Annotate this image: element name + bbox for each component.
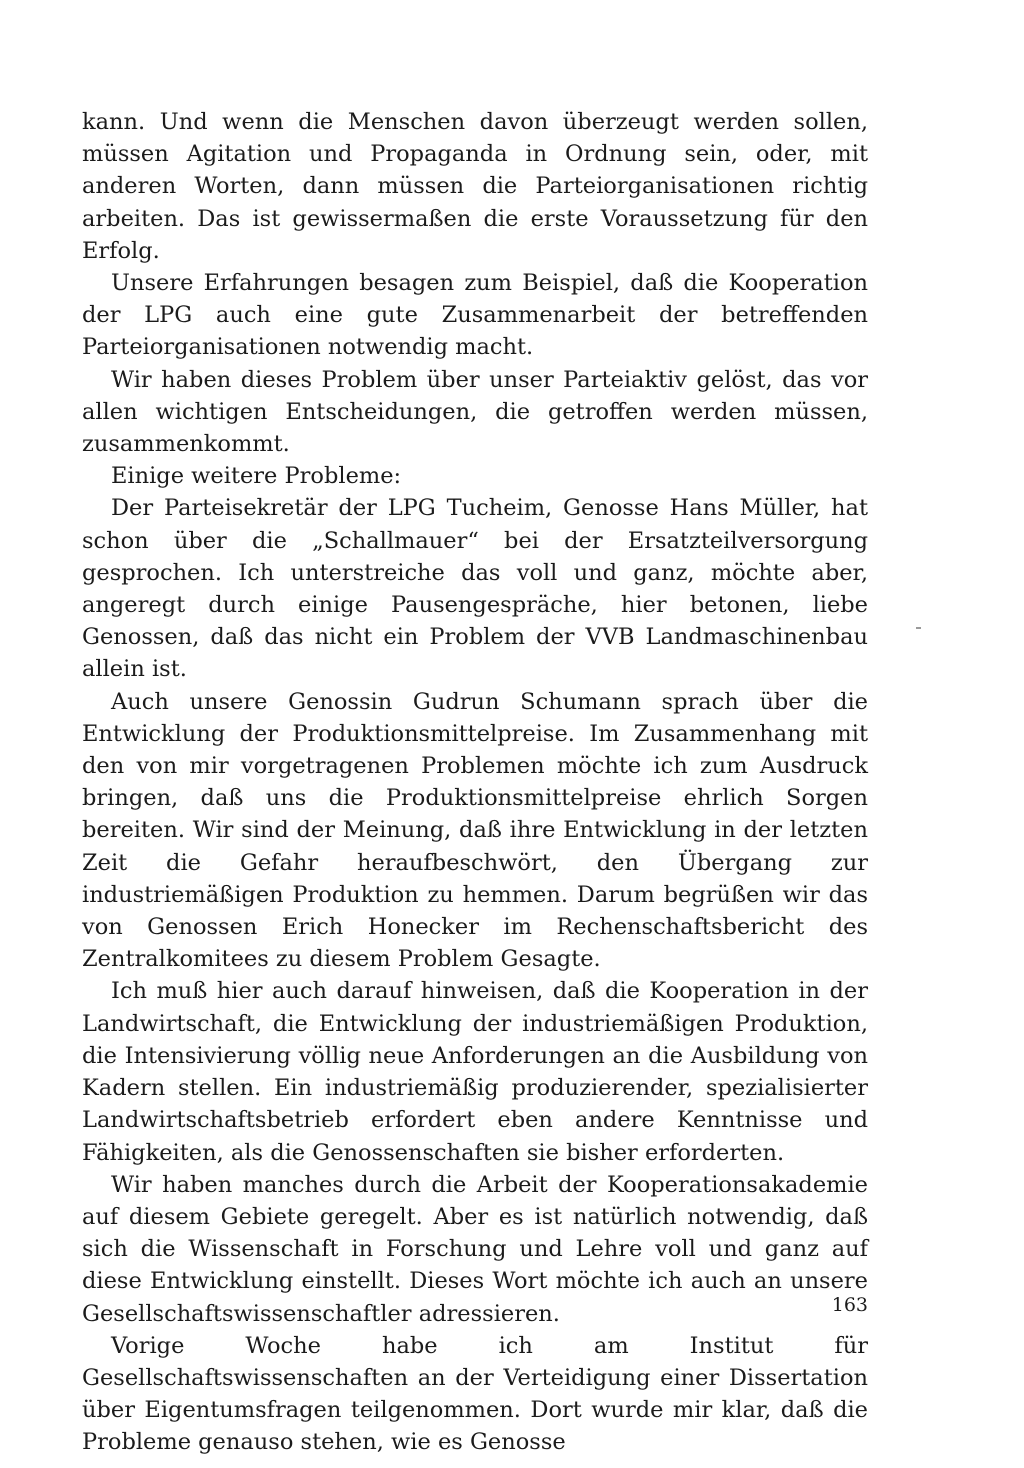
paragraph: Unsere Erfahrungen besagen zum Beispiel, daß die Kooperation der LPG auch eine gute Zusammenarbeit der betreffenden Parteiorganisationen notwendig macht. (82, 270, 868, 361)
paragraph: Einige weitere Probleme: (111, 463, 402, 490)
paragraph: Vorige Woche habe ich am Institut für Gesellschaftswissenschaften an der Verteidigung einer Dissertation über Eigentumsfragen teilgenommen. Dort wurde mir klar, daß die Probleme genauso stehen, wie es Genosse (82, 1332, 868, 1456)
paragraph: Der Parteisekretär der LPG Tucheim, Genosse Hans Müller, hat schon über die „Schallmauer“ bei der Ersatzteilversorgung gesprochen. Ich unterstreiche das voll und ganz, möchte aber, angeregt durch einige Pausengespräche, hier betonen, liebe Genossen, daß das nicht ein Problem der VVB Landmaschinenbau allein ist. (82, 495, 868, 683)
paragraph: Auch unsere Genossin Gudrun Schumann sprach über die Entwicklung der Produktionsmittelpreise. Im Zusammenhang mit den von mir vorgetragenen Problemen möchte ich zum Ausdruck bringen, daß uns die Produktionsmittelpreise ehrlich Sorgen bereiten. Wir sind der Meinung, daß ihre Entwicklung in der letzten Zeit die Gefahr heraufbeschwört, den Übergang zur industriemäßigen Produktion zu hemmen. Darum begrüßen wir das von Genossen Erich Honecker im Rechenschaftsbericht des Zentralkomitees zu diesem Problem Gesagte. (82, 688, 868, 973)
page-number: 163 (831, 1294, 868, 1316)
body-text (82, 106, 868, 1459)
paragraph: Wir haben manches durch die Arbeit der Kooperationsakademie auf diesem Gebiete geregelt. Aber es ist natürlich notwendig, daß sich die Wissenschaft in Forschung und Lehre voll und ganz auf diese Entwicklung einstellt. Dieses Wort möchte ich auch an unsere Gesellschaftswissenschaftler adressieren. (82, 1171, 868, 1327)
margin-mark (916, 627, 921, 629)
paragraph: Wir haben dieses Problem über unser Parteiaktiv gelöst, das vor allen wichtigen Entscheidungen, die getroffen werden müssen, zusammenkommt. (82, 366, 868, 458)
paragraph: kann. Und wenn die Menschen davon überzeugt werden sollen, müssen Agitation und Propaganda in Ordnung sein, oder, mit anderen Worten, dann müssen die Parteiorganisationen richtig arbeiten. Das ist gewissermaßen die erste Voraussetzung für den Erfolg. (82, 109, 868, 264)
paragraph: Ich muß hier auch darauf hinweisen, daß die Kooperation in der Landwirtschaft, die Entwicklung der industriemäßigen Produktion, die Intensivierung völlig neue Anforderungen an die Ausbildung von Kadern stellen. Ein industriemäßig produzierender, spezialisierter Landwirtschaftsbetrieb erfordert eben andere Kenntnisse und Fähigkeiten, als die Genossenschaften sie bisher erforderten. (82, 978, 868, 1166)
